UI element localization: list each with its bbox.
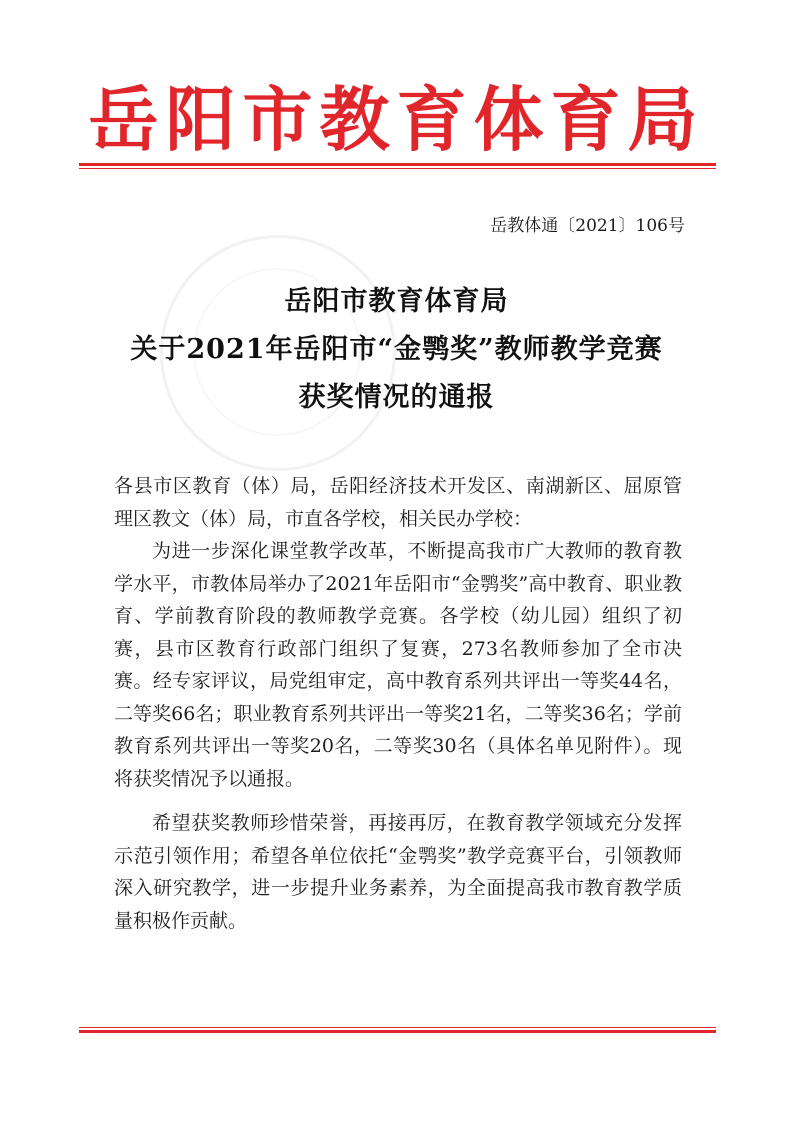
footer-red-rule-thin bbox=[79, 1027, 716, 1028]
document-number: 岳教体通〔2021〕106号 bbox=[490, 216, 685, 236]
title-line-2: 关于2021年岳阳市“金鹗奖”教师教学竞赛 bbox=[130, 334, 663, 365]
header-red-rule-thick bbox=[79, 163, 716, 166]
masthead-org-name: 岳阳市教育体育局 bbox=[88, 79, 705, 161]
footer-red-rule-thick bbox=[79, 1030, 716, 1033]
body-paragraph-2: 希望获奖教师珍惜荣誉，再接再厉，在教育教学领域充分发挥示范引领作用；希望各单位依托“金鹗奖”教学竞赛平台，引领教师深入研究教学，进一步提升业务素养，为全面提高我市教育教学质量积极作贡献。 bbox=[114, 812, 682, 932]
header-red-rule-thin bbox=[79, 168, 716, 169]
document-title bbox=[0, 278, 793, 422]
salutation-paragraph: 各县市区教育（体）局，岳阳经济技术开发区、南湖新区、屈原管理区教文（体）局，市直各学校，相关民办学校： bbox=[114, 475, 682, 530]
title-line-3: 获奖情况的通报 bbox=[298, 382, 495, 413]
document-body bbox=[114, 470, 682, 937]
body-paragraph-1: 为进一步深化课堂教学改革，不断提高我市广大教师的教育教学水平，市教体局举办了2021年岳阳市“金鹗奖”高中教育、职业教育、学前教育阶段的教师教学竞赛。各学校（幼儿园）组织了初赛，县市区教育行政部门组织了复赛，273名教师参加了全市决赛。经专家评议，局党组审定，高中教育系列共评出一等奖44名，二等奖66名；职业教育系列共评出一等奖21名，二等奖36名；学前教育系列共评出一等奖20名，二等奖30名（具体名单见附件）。现将获奖情况予以通报。 bbox=[114, 540, 682, 790]
title-line-1: 岳阳市教育体育局 bbox=[284, 286, 509, 317]
